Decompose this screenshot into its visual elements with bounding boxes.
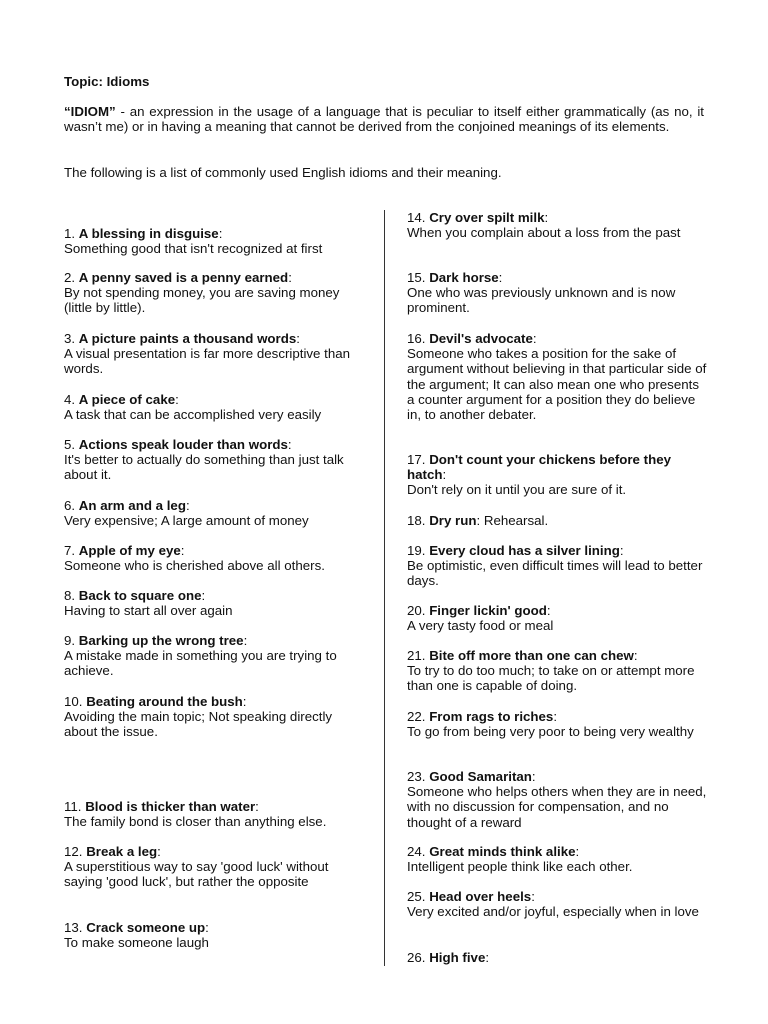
idiom-number: 17. [407,452,430,467]
idiom-number: 11. [64,799,86,814]
idiom-term: A penny saved is a penny earned [78,270,289,285]
idiom-meaning: A task that can be accomplished very easily [64,407,322,423]
idiom-term: Apple of my eye [78,543,181,558]
idiom-colon: : [288,270,292,285]
idiom-colon: : [185,498,190,513]
idiom-entry [407,270,707,316]
idiom-meaning: By not spending money, you are saving money (little by little). [64,285,340,316]
idiom-entry [64,498,364,528]
idiom-meaning: Someone who helps others when they are in need, with no discussion for compensation, and no thought of a reward [407,784,707,830]
idiom-meaning: A superstitious way to say 'good luck' without saying 'good luck', but rather the opposite [64,859,329,890]
idiom-colon: : [575,844,580,859]
idiom-meaning: Someone who is cherished above all others. [64,558,325,574]
idiom-number: 9. [64,633,79,648]
idiom-colon: : [498,270,503,285]
idiom-number: 19. [407,543,430,558]
idiom-entry [64,844,364,890]
idiom-entry [407,844,707,874]
idiom-entry [64,226,364,256]
idiom-term: Actions speak louder than words [78,437,288,452]
idiom-entry [64,920,364,950]
idiom-entry [64,331,364,377]
idiom-meaning: A very tasty food or meal [407,618,554,634]
idiom-number: 4. [64,392,79,407]
idiom-number: 7. [64,543,79,558]
idiom-number: 21. [407,648,430,663]
list-intro: The following is a list of commonly used English idioms and their meaning. [64,165,502,180]
idiom-meaning: Having to start all over again [64,603,233,619]
idiom-term: Dry run [429,513,477,528]
idiom-colon: : [180,543,185,558]
idiom-number: 8. [64,588,79,603]
idiom-entry [407,331,707,422]
idiom-number: 20. [407,603,430,618]
idiom-colon: : [296,331,300,346]
idiom-entry [407,513,707,528]
idiom-term: Don't count your chickens before they hatch [407,452,671,483]
idiom-colon: : [633,648,638,663]
idiom-meaning: To go from being very poor to being very wealthy [407,724,694,740]
idiom-term: Back to square one [78,588,202,603]
idiom-term: Great minds think alike [429,844,576,859]
idiom-colon: : [243,633,248,648]
idiom-number: 1. [64,226,79,241]
idiom-term: Beating around the bush [86,694,243,709]
idiom-colon: : [242,694,247,709]
idiom-term: Blood is thicker than water [85,799,256,814]
idiom-number: 5. [64,437,79,452]
idiom-colon: : Rehearsal. [476,513,549,528]
idiom-number: 13. [64,920,87,935]
idiom-term: A blessing in disguise [78,226,219,241]
idiom-term: Dark horse [429,270,499,285]
idiom-meaning: To make someone laugh [64,935,209,951]
idiom-term: Head over heels [429,889,532,904]
idiom-number: 22. [407,709,430,724]
idiom-term: A piece of cake [78,392,176,407]
idiom-meaning: Something good that isn't recognized at first [64,241,323,257]
idiom-meaning: A mistake made in something you are trying to achieve. [64,648,337,679]
idiom-meaning: The family bond is closer than anything else. [64,814,327,830]
idiom-number: 16. [407,331,430,346]
idiom-term: From rags to riches [429,709,554,724]
idiom-meaning: Be optimistic, even difficult times will lead to better days. [407,558,703,589]
idiom-number: 10. [64,694,87,709]
idiom-colon: : [442,467,447,483]
idiom-entry [407,889,707,919]
column-divider [384,210,385,966]
idiom-colon: : [287,437,292,452]
idiom-term: Finger lickin' good [429,603,547,618]
idiom-number: 14. [407,210,430,225]
idiom-entry [407,950,707,965]
definition-text: - an expression in the usage of a language that is peculiar to itself either grammatically (as no, it wasn’t me) or in having a meaning that cannot be derived from the conjoined meanings of its elements. [64,104,704,135]
idiom-entry [64,799,364,829]
idiom-entry [64,437,364,483]
idiom-colon: : [544,210,549,225]
idiom-entry [407,709,707,739]
idiom-colon: : [205,920,209,935]
idiom-number: 3. [64,331,79,346]
idiom-entry [64,543,364,573]
definition-term: “IDIOM” [64,104,116,119]
idiom-number: 15. [407,270,430,285]
idiom-meaning: Don't rely on it until you are sure of it. [407,482,627,498]
idiom-number: 6. [64,498,79,513]
idiom-colon: : [619,543,624,558]
idiom-entry [407,769,707,830]
idiom-term: Crack someone up [86,920,206,935]
idiom-definition [64,104,704,134]
idiom-colon: : [485,950,490,965]
idiom-colon: : [157,844,161,859]
idiom-meaning: One who was previously unknown and is now prominent. [407,285,676,316]
idiom-meaning: It's better to actually do something than just talk about it. [64,452,344,483]
idiom-term: Good Samaritan [429,769,532,784]
idiom-number: 26. [407,950,430,965]
idiom-meaning: Very excited and/or joyful, especially when in love [407,904,699,920]
idiom-meaning: Someone who takes a position for the sake of argument without believing in that particular side of the argument; It can also mean one who presents a counter argument for a position they do believe in, to another debater. [407,346,707,423]
idiom-colon: : [532,331,537,346]
idiom-number: 24. [407,844,430,859]
idiom-meaning: A visual presentation is far more descriptive than words. [64,346,351,377]
idiom-term: Barking up the wrong tree [78,633,244,648]
idiom-colon: : [553,709,558,724]
idiom-entry [407,603,707,633]
idiom-term: Break a leg [86,844,158,859]
idiom-meaning: Intelligent people think like each other. [407,859,633,875]
idiom-entry [64,633,364,679]
idiom-term: Bite off more than one can chew [429,648,634,663]
idiom-colon: : [201,588,206,603]
idiom-colon: : [175,392,179,407]
idiom-number: 12. [64,844,87,859]
idiom-entry [407,543,707,589]
idiom-number: 23. [407,769,430,784]
idiom-term: Every cloud has a silver lining [429,543,620,558]
idiom-meaning: Very expensive; A large amount of money [64,513,309,529]
idiom-term: Devil's advocate [429,331,533,346]
idiom-entry [407,648,707,694]
idiom-colon: : [218,226,223,241]
idiom-term: High five [429,950,486,965]
idiom-meaning: Avoiding the main topic; Not speaking directly about the issue. [64,709,333,740]
idiom-term: An arm and a leg [78,498,186,513]
idiom-term: Cry over spilt milk [429,210,545,225]
idiom-meaning: To try to do too much; to take on or attempt more than one is capable of doing. [407,663,695,694]
idiom-number: 18. [407,513,430,528]
idiom-colon: : [531,769,536,784]
idiom-number: 25. [407,889,430,904]
idiom-entry [64,270,364,316]
idiom-colon: : [255,799,259,814]
idiom-entry [64,694,364,740]
idiom-entry [64,588,364,618]
idiom-number: 2. [64,270,79,285]
topic-heading: Topic: Idioms [64,74,150,89]
idiom-colon: : [546,603,551,618]
idiom-colon: : [531,889,535,904]
idiom-term: A picture paints a thousand words [78,331,297,346]
idiom-entry [407,210,707,240]
idiom-meaning: When you complain about a loss from the past [407,225,681,241]
idiom-entry [407,452,707,498]
idiom-entry [64,392,364,422]
